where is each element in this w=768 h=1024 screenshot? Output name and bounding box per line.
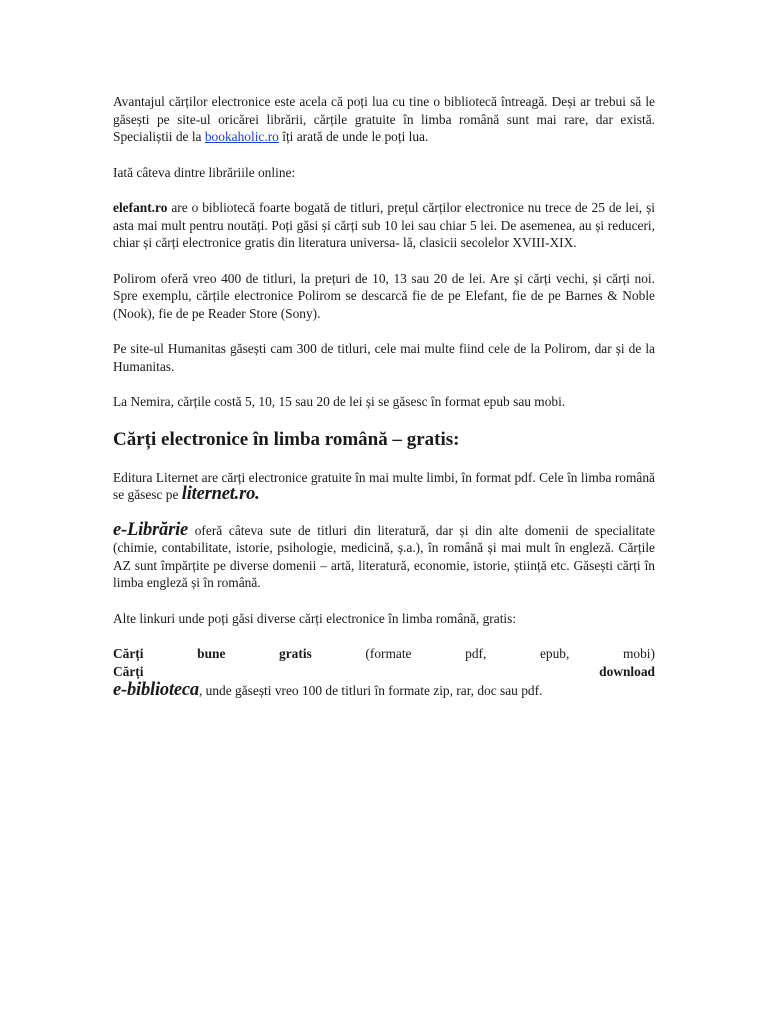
intro-paragraph — [113, 93, 655, 146]
ebiblioteca-name: e-biblioteca — [113, 680, 199, 700]
elibrarie-text: oferă câteva sute de titluri din literatură, dar și din alte domenii de specialitate (chimie, contabilitate, istorie, psihologie, medicină, ș.a.), în română și mai mult în engleză. Cărțile AZ sunt împărțite pe diverse domenii – artă, literatură, economie, istorie, știință etc. Găsești cărți în limba engleză și în română. — [113, 522, 655, 590]
line2-word-2: download — [599, 663, 655, 679]
elefant-name: elefant.ro — [113, 200, 168, 215]
section-heading: Cărți electronice în limba română – gratis: — [113, 428, 460, 450]
elefant-text: are o bibliotecă foarte bogată de titluri, prețul cărților electronice nu trece de 25 de lei, și asta mai mult pentru noutăți. Poți găsi și cărți sub 10 lei sau chiar 5 lei. De asemenea, au și reduceri, chiar și cărți electronice gratis din literatura universa- lă, clasicii secolelor XVIII-XIX. — [113, 200, 655, 250]
free-books-line — [113, 645, 655, 663]
line1-word-6: epub, — [539, 646, 570, 661]
line1-word-7: mobi) — [622, 646, 655, 661]
line1-word-3: gratis — [279, 646, 312, 661]
line2-word-1: Cărți — [113, 663, 144, 679]
elefant-paragraph — [113, 199, 655, 252]
elibrarie-paragraph — [113, 519, 655, 592]
intro-text-1: Avantajul cărților electronice este acela că poți lua cu tine o bibliotecă întreagă. Deși ar trebui să le găsești pe site-ul oricărei librării, cărțile gratuite în limba română sunt mai rare, dar există. Specialiștii de la — [113, 94, 655, 144]
ebiblioteca-text: , unde găsești vreo 100 de titluri în formate zip, rar, doc sau pdf. — [198, 683, 543, 698]
line1-word-5: pdf, — [465, 646, 487, 661]
elibrarie-name: e-Librărie — [113, 519, 189, 540]
list-intro-paragraph: Iată câteva dintre librăriile online: — [113, 164, 296, 180]
other-links-paragraph: Alte linkuri unde poți găsi diverse cărți electronice în limba română, gratis: — [113, 610, 517, 626]
document-page — [113, 93, 655, 700]
line1-word-1: Cărți — [113, 646, 144, 661]
liternet-paragraph — [113, 469, 655, 504]
bookaholic-link[interactable]: bookaholic.ro — [204, 129, 279, 144]
intro-text-2: îți arată de unde le poți lua. — [278, 129, 429, 144]
ebiblioteca-paragraph — [113, 682, 655, 700]
liternet-text: Editura Liternet are cărți electronice gratuite în mai multe limbi, în format pdf. Cele în limba română se găsesc pe — [113, 469, 655, 502]
liternet-name: liternet.ro. — [181, 484, 260, 504]
download-line — [113, 663, 655, 681]
nemira-paragraph: La Nemira, cărțile costă 5, 10, 15 sau 20 de lei și se găsesc în format epub sau mobi. — [113, 394, 566, 409]
humanitas-paragraph: Pe site-ul Humanitas găsești cam 300 de titluri, cele mai multe fiind cele de la Polirom, dar și de la Humanitas. — [113, 341, 655, 374]
line1-word-2: bune — [197, 646, 226, 661]
line1-word-4: (formate — [365, 646, 412, 661]
polirom-paragraph: Polirom oferă vreo 400 de titluri, la prețuri de 10, 13 sau 20 de lei. Are și cărți vechi, și cărți noi. Spre exemplu, cărțile electronice Polirom se descarcă fie de pe Elefant, fie de pe Barnes & Noble (Nook), fie de pe Reader Store (Sony). — [113, 270, 655, 321]
